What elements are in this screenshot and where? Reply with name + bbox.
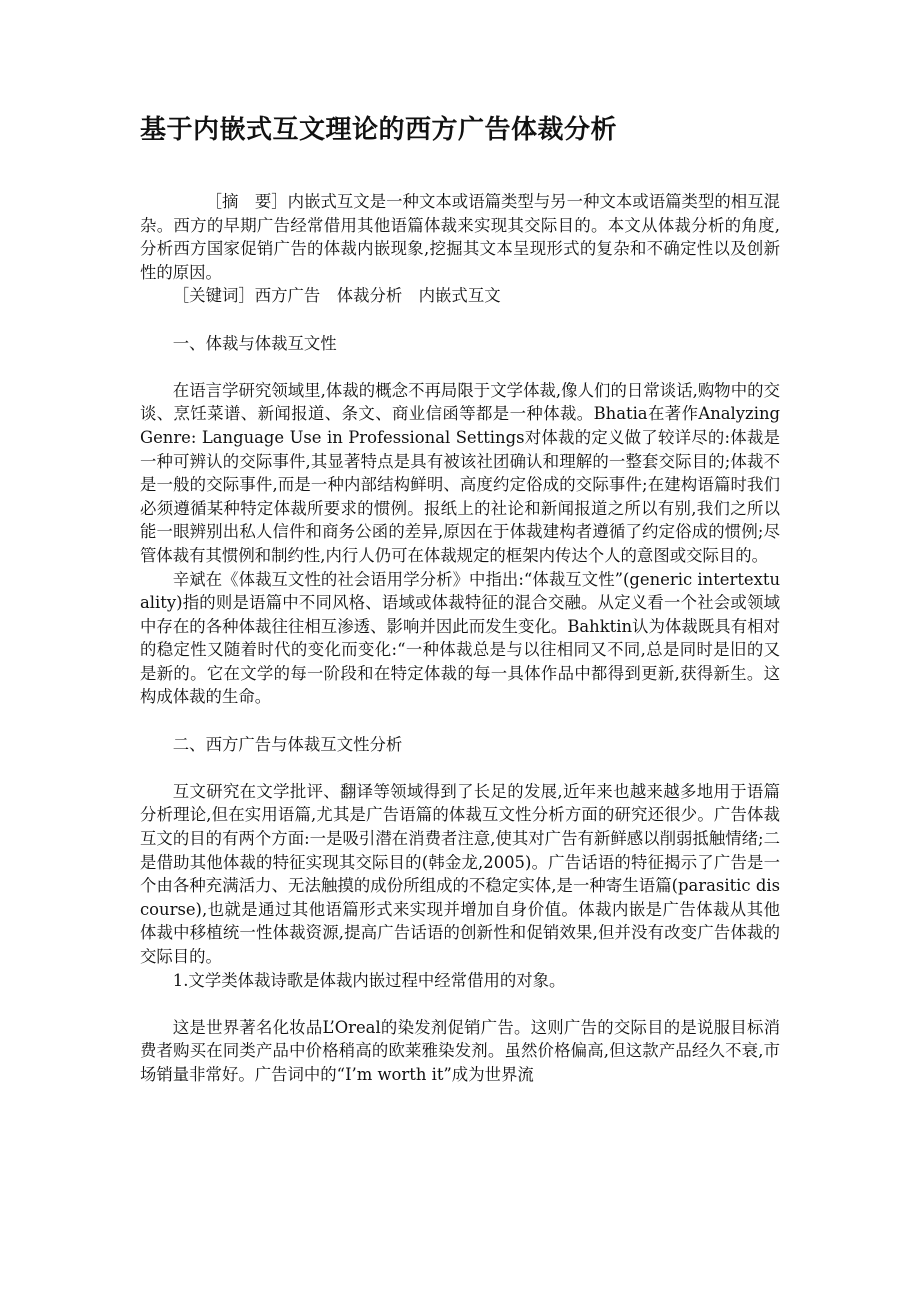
document-body: [140, 190, 780, 1087]
keywords-line: ［关键词］西方广告 体裁分析 内嵌式互文: [172, 286, 501, 306]
section-heading-1: 一、体裁与体裁互文性: [172, 333, 337, 353]
body-paragraph: 在语言学研究领域里,体裁的概念不再局限于文学体裁,像人们的日常谈话,购物中的交谈、烹饪菜谱、新闻报道、条文、商业信函等都是一种体裁。Bhatia在著作Analyzing Genre: Language Use in Professional Settings对体裁的定义做了较详尽的:体裁是一种可辨认的交际事件,其显著特点是具有被该社团确认和理解的一整套交际目的;体裁不是一般的交际事件,而是一种内部结构鲜明、高度约定俗成的交际事件;在建构语篇时我们必须遵循某种特定体裁所要求的惯例。报纸上的社论和新闻报道之所以有别,我们之所以能一眼辨别出私人信件和商务公函的差异,原因在于体裁建构者遵循了约定俗成的惯例;尽管体裁有其惯例和制约性,内行人仍可在体裁规定的框架内传达个人的意图或交际目的。: [140, 380, 780, 565]
body-paragraph: 这是世界著名化妆品L’Oreal的染发剂促销广告。这则广告的交际目的是说服目标消费者购买在同类产品中价格稍高的欧莱雅染发剂。虽然价格偏高,但这款产品经久不衰,市场销量非常好。广告词中的“I’m worth it”成为世界流: [140, 1017, 780, 1084]
document-title: 基于内嵌式互文理论的西方广告体裁分析: [140, 115, 618, 145]
body-paragraph: 互文研究在文学批评、翻译等领域得到了长足的发展,近年来也越来越多地用于语篇分析理论,但在实用语篇,尤其是广告语篇的体裁互文性分析方面的研究还很少。广告体裁互文的目的有两个方面:一是吸引潜在消费者注意,使其对广告有新鲜感以削弱抵触情绪;二是借助其他体裁的特征实现其交际目的(韩金龙,2005)。广告话语的特征揭示了广告是一个由各种充满活力、无法触摸的成份所组成的不稳定实体,是一种寄生语篇(parasitic discourse),也就是通过其他语篇形式来实现并增加自身价值。体裁内嵌是广告体裁从其他体裁中移植统一性体裁资源,提高广告话语的创新性和促销效果,但并没有改变广告体裁的交际目的。: [140, 781, 780, 966]
subsection-heading: 1.文学类体裁诗歌是体裁内嵌过程中经常借用的对象。: [172, 970, 566, 990]
section-heading-2: 二、西方广告与体裁互文性分析: [172, 734, 403, 754]
body-paragraph: 辛斌在《体裁互文性的社会语用学分析》中指出:“体裁互文性”(generic intertextuality)指的则是语篇中不同风格、语域或体裁特征的混合交融。从定义看一个社会或领域中存在的各种体裁往往相互渗透、影响并因此而发生变化。Bahktin认为体裁既具有相对的稳定性又随着时代的变化而变化:“一种体裁总是与以往相同又不同,总是同时是旧的又是新的。它在文学的每一阶段和在特定体裁的每一具体作品中都得到更新,获得新生。这构成体裁的生命。: [140, 569, 780, 707]
abstract-paragraph: ［摘 要］内嵌式互文是一种文本或语篇类型与另一种文本或语篇类型的相互混杂。西方的早期广告经常借用其他语篇体裁来实现其交际目的。本文从体裁分析的角度,分析西方国家促销广告的体裁内嵌现象,挖掘其文本呈现形式的复杂和不确定性以及创新性的原因。: [140, 192, 780, 282]
